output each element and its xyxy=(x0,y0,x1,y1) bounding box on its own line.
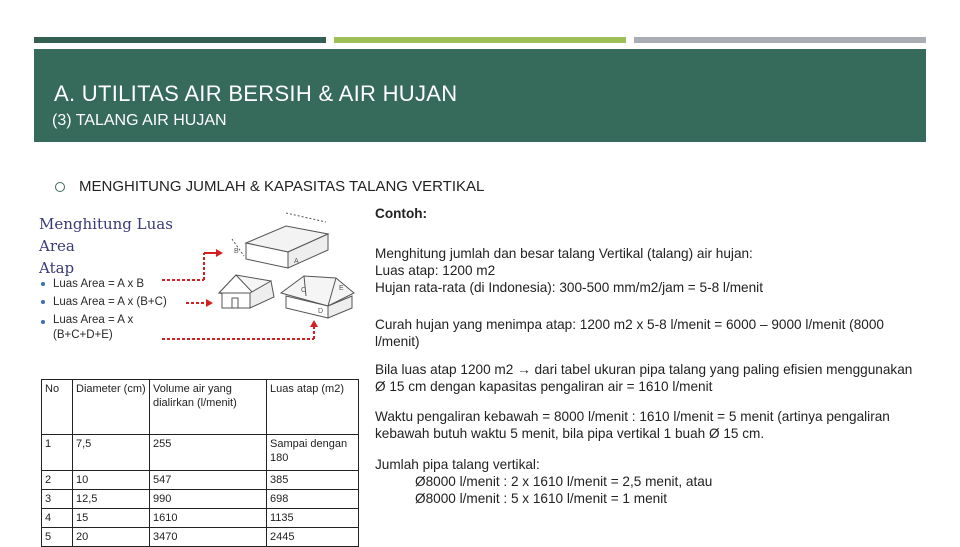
formula-item: Luas Area = A x B xyxy=(39,275,167,293)
table-row xyxy=(42,528,359,547)
table-cell: Sampai dengan 180 xyxy=(267,435,359,471)
label-e: E xyxy=(339,285,344,292)
accent-bar-green xyxy=(334,37,626,43)
accent-bar-dark xyxy=(34,37,326,43)
table-cell: 3470 xyxy=(150,528,267,547)
accent-bar-gray xyxy=(634,37,926,43)
table-cell: 20 xyxy=(73,528,150,547)
example-paragraph-5: Jumlah pipa talang vertikal: Ø8000 l/menit : 2 x 1610 l/menit = 2,5 menit, atau Ø8000 l/menit : 5 x 1610 l/menit = 1 menit xyxy=(375,457,713,506)
table-row xyxy=(42,490,359,509)
example-paragraph-1: Menghitung jumlah dan besar talang Vertikal (talang) air hujan: Luas atap: 1200 m2 Hujan rata-rata (di Indonesia): 300-500 mm/m2/jam = 5-8 l/menit xyxy=(375,246,763,295)
table-cell: 2 xyxy=(42,471,73,490)
table-header-cell: No xyxy=(42,380,73,435)
label-c: C xyxy=(301,287,307,294)
circle-bullet-icon xyxy=(55,182,65,192)
diagram-title-line1: Menghitung Luas Area xyxy=(39,215,173,255)
table-header-row xyxy=(42,380,359,435)
flat-roof-sketch-icon xyxy=(232,213,328,268)
example-paragraph-3: Bila luas atap 1200 m2 → dari tabel ukuran pipa talang yang paling efisien menggunakan Ø 15 cm dengan kapasitas pengaliran air = 1610 l/menit xyxy=(375,362,913,394)
table-cell: 12,5 xyxy=(73,490,150,509)
table-row xyxy=(42,471,359,490)
table-cell: 385 xyxy=(267,471,359,490)
table-cell: 990 xyxy=(150,490,267,509)
table-cell: 1135 xyxy=(267,509,359,528)
table-cell: 7,5 xyxy=(73,435,150,471)
main-bullet-text: MENGHITUNG JUMLAH & KAPASITAS TALANG VERTIKAL xyxy=(79,178,485,195)
table-cell: 3 xyxy=(42,490,73,509)
table-cell: 255 xyxy=(150,435,267,471)
table-row xyxy=(42,435,359,471)
table-cell: 1 xyxy=(42,435,73,471)
table-cell: 4 xyxy=(42,509,73,528)
slide-header xyxy=(34,49,926,142)
slide-title: A. UTILITAS AIR BERSIH & AIR HUJAN xyxy=(54,81,458,106)
table-header-cell: Diameter (cm) xyxy=(73,380,150,435)
label-d: D xyxy=(318,308,324,315)
formula-item: Luas Area = A x (B+C) xyxy=(39,293,167,311)
label-b: B xyxy=(234,248,239,255)
table-header-cell: Luas atap (m2) xyxy=(267,380,359,435)
roof-sketches xyxy=(36,208,366,348)
table-cell: 547 xyxy=(150,471,267,490)
example-heading: Contoh: xyxy=(375,206,428,221)
table-cell: 698 xyxy=(267,490,359,509)
label-a: A xyxy=(294,258,299,265)
right-arrow-icon: → xyxy=(517,362,531,377)
example-paragraph-2: Curah hujan yang menimpa atap: 1200 m2 x 5-8 l/menit = 6000 – 9000 l/menit (8000 l/menit) xyxy=(375,317,884,349)
diagram-title-line2: Atap xyxy=(39,259,75,277)
table-cell: 10 xyxy=(73,471,150,490)
formula-item: Luas Area = A x (B+C+D+E) xyxy=(39,313,167,343)
table-row xyxy=(42,509,359,528)
main-bullet xyxy=(55,178,484,195)
slide-subtitle: (3) TALANG AIR HUJAN xyxy=(52,112,227,129)
roof-area-diagram xyxy=(36,208,366,348)
gable-roof-sketch-icon xyxy=(219,275,274,308)
table-cell: 2445 xyxy=(267,528,359,547)
table-cell: 15 xyxy=(73,509,150,528)
pipe-size-table xyxy=(41,379,359,547)
table-cell: 5 xyxy=(42,528,73,547)
table-header-cell: Volume air yang dialirkan (l/menit) xyxy=(150,380,267,435)
example-paragraph-4: Waktu pengaliran kebawah = 8000 l/menit : 1610 l/menit = 5 menit (artinya pengaliran kebawah butuh waktu 5 menit, bila pipa vertikal 1 buah Ø 15 cm. xyxy=(375,409,890,441)
table-cell: 1610 xyxy=(150,509,267,528)
